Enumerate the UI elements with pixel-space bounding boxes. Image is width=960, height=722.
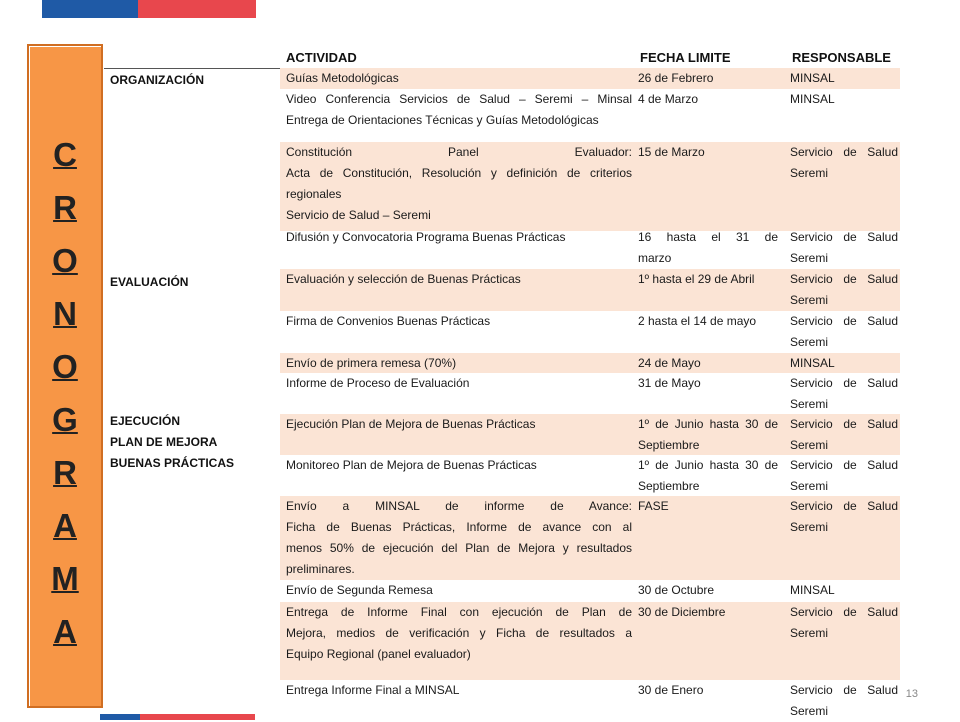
header-date: FECHA LIMITE xyxy=(640,50,731,65)
date-cell xyxy=(638,89,778,110)
responsible-cell xyxy=(790,414,898,456)
activity-cell xyxy=(286,311,632,332)
activity-cell xyxy=(286,353,632,374)
date-cell-line: Septiembre xyxy=(638,479,700,493)
category-evaluation: EVALUACIÓN xyxy=(110,275,189,289)
responsible-cell xyxy=(790,89,898,110)
responsible-cell-line: Servicio de Salud xyxy=(790,314,898,328)
date-cell-line: 15 de Marzo xyxy=(638,145,705,159)
cronograma-letter: O xyxy=(52,242,78,279)
bottom-bar xyxy=(100,714,255,720)
responsible-cell-line: Seremi xyxy=(790,251,829,265)
flag-bar xyxy=(42,0,256,18)
activity-cell xyxy=(286,373,632,394)
date-cell-line: 1º de Junio hasta 30 de xyxy=(638,417,778,431)
responsible-cell xyxy=(790,602,898,644)
responsible-cell-line: Servicio de Salud xyxy=(790,683,898,697)
responsible-cell-line: Seremi xyxy=(790,293,829,307)
table-row xyxy=(280,496,900,580)
category-execution-line: BUENAS PRÁCTICAS xyxy=(110,456,235,470)
date-cell-line: 30 de Enero xyxy=(638,683,704,697)
responsible-cell xyxy=(790,269,898,311)
responsible-cell-line: Servicio de Salud xyxy=(790,272,898,286)
date-cell-line: 24 de Mayo xyxy=(638,356,701,370)
table-row xyxy=(280,269,900,311)
category-execution-line: EJECUCIÓN xyxy=(110,414,181,428)
activity-cell-line: Firma de Convenios Buenas Prácticas xyxy=(286,314,491,328)
date-cell-line: 4 de Marzo xyxy=(638,92,699,106)
cronograma-letter: R xyxy=(53,454,77,491)
responsible-cell xyxy=(790,373,898,415)
cronograma-letter: A xyxy=(53,507,77,544)
responsible-cell-line: MINSAL xyxy=(790,71,835,85)
table-row xyxy=(280,353,900,373)
activity-cell-line: regionales xyxy=(286,187,342,201)
date-cell-line: 2 hasta el 14 de mayo xyxy=(638,314,757,328)
responsible-cell-line: Servicio de Salud xyxy=(790,605,898,619)
page-number: 13 xyxy=(905,688,918,700)
responsible-cell xyxy=(790,455,898,497)
date-cell xyxy=(638,311,778,332)
cronograma-letter: A xyxy=(53,613,77,650)
responsible-cell-line: Seremi xyxy=(790,438,829,452)
date-cell xyxy=(638,455,778,497)
responsible-cell-line: Servicio de Salud xyxy=(790,230,898,244)
activity-cell-line: Video Conferencia Servicios de Salud – Seremi – Minsal xyxy=(286,92,632,106)
date-cell-line: FASE xyxy=(638,499,669,513)
responsible-cell-line: Seremi xyxy=(790,335,829,349)
activity-cell-line: Monitoreo Plan de Mejora de Buenas Prácticas xyxy=(286,458,537,472)
date-cell xyxy=(638,680,778,701)
date-cell xyxy=(638,414,778,456)
activity-cell-line: Ficha de Buenas Prácticas, Informe de avance con al xyxy=(286,520,632,534)
responsible-cell-line: Servicio de Salud xyxy=(790,145,898,159)
activity-cell xyxy=(286,602,632,665)
activity-cell xyxy=(286,580,632,601)
responsible-cell xyxy=(790,311,898,353)
date-cell xyxy=(638,580,778,601)
table-row xyxy=(280,227,900,269)
date-cell xyxy=(638,373,778,394)
activity-cell xyxy=(286,496,632,580)
responsible-cell-line: Seremi xyxy=(790,397,829,411)
activity-cell-line: Envío a MINSAL de informe de Avance: xyxy=(286,499,632,513)
activity-cell-line: Ejecución Plan de Mejora de Buenas Prácticas xyxy=(286,417,536,431)
responsible-cell-line: Seremi xyxy=(790,520,829,534)
responsible-cell xyxy=(790,580,898,601)
responsible-cell-line: Servicio de Salud xyxy=(790,376,898,390)
table-row xyxy=(280,455,900,496)
activity-cell-line: preliminares. xyxy=(286,562,355,576)
table-row xyxy=(280,373,900,414)
table-row xyxy=(280,602,900,680)
category-execution xyxy=(110,411,234,474)
table-header xyxy=(104,45,900,69)
date-cell xyxy=(638,602,778,623)
header-responsible: RESPONSABLE xyxy=(792,50,891,65)
responsible-cell-line: Seremi xyxy=(790,479,829,493)
responsible-cell xyxy=(790,680,898,722)
activity-cell-line: Entrega Informe Final a MINSAL xyxy=(286,683,460,697)
cronograma-letter: N xyxy=(53,295,77,332)
activity-cell-line: menos 50% de ejecución del Plan de Mejora y resultados xyxy=(286,541,632,555)
activity-cell-line: Acta de Constitución, Resolución y definición de criterios xyxy=(286,166,632,180)
responsible-cell xyxy=(790,68,898,89)
date-cell-line: 30 de Diciembre xyxy=(638,605,726,619)
responsible-cell-line: Seremi xyxy=(790,704,829,718)
date-cell xyxy=(638,227,778,269)
activity-cell-line: Entrega de Orientaciones Técnicas y Guías Metodológicas xyxy=(286,113,599,127)
date-cell-line: Septiembre xyxy=(638,438,700,452)
activity-cell-line: Equipo Regional (panel evaluador) xyxy=(286,647,471,661)
date-cell xyxy=(638,142,778,163)
date-cell-line: 31 de Mayo xyxy=(638,376,701,390)
cronograma-letter: O xyxy=(52,348,78,385)
table-row xyxy=(280,89,900,142)
activity-cell-line: Informe de Proceso de Evaluación xyxy=(286,376,470,390)
responsible-cell-line: MINSAL xyxy=(790,356,835,370)
category-organization: ORGANIZACIÓN xyxy=(110,73,204,87)
cronograma-letters xyxy=(29,128,101,658)
responsible-cell-line: MINSAL xyxy=(790,583,835,597)
responsible-cell-line: Seremi xyxy=(790,166,829,180)
activity-cell-line: Guías Metodológicas xyxy=(286,71,399,85)
responsible-cell xyxy=(790,227,898,269)
date-cell-line: 26 de Febrero xyxy=(638,71,714,85)
activity-cell-line: Mejora, medios de verificación y Ficha de resultados a xyxy=(286,626,632,640)
activity-cell-line: Envío de primera remesa (70%) xyxy=(286,356,457,370)
table-row xyxy=(280,142,900,231)
cronograma-side-label xyxy=(27,44,103,708)
date-cell xyxy=(638,496,778,517)
date-cell-line: marzo xyxy=(638,251,672,265)
date-cell xyxy=(638,68,778,89)
category-execution-line: PLAN DE MEJORA xyxy=(110,435,218,449)
cronograma-letter: M xyxy=(51,560,79,597)
responsible-cell-line: Seremi xyxy=(790,626,829,640)
date-cell-line: 16 hasta el 31 de xyxy=(638,230,778,244)
activity-cell-line: Difusión y Convocatoria Programa Buenas Prácticas xyxy=(286,230,566,244)
activity-cell xyxy=(286,680,632,701)
activity-cell xyxy=(286,68,632,89)
cronograma-letter: G xyxy=(52,401,78,438)
activity-cell-line: Evaluación y selección de Buenas Prácticas xyxy=(286,272,521,286)
date-cell xyxy=(638,353,778,374)
activity-cell-line: Envío de Segunda Remesa xyxy=(286,583,433,597)
activity-cell xyxy=(286,269,632,290)
activity-cell-line: Constitución Panel Evaluador: xyxy=(286,145,632,159)
date-cell-line: 1º hasta el 29 de Abril xyxy=(638,272,755,286)
table-row xyxy=(280,311,900,353)
table-row xyxy=(280,580,900,602)
activity-cell-line: Servicio de Salud – Seremi xyxy=(286,208,431,222)
cronograma-letter: C xyxy=(53,136,77,173)
table-row xyxy=(280,414,900,455)
responsible-cell xyxy=(790,353,898,374)
date-cell-line: 1º de Junio hasta 30 de xyxy=(638,458,778,472)
responsible-cell xyxy=(790,496,898,538)
responsible-cell-line: MINSAL xyxy=(790,92,835,106)
responsible-cell-line: Servicio de Salud xyxy=(790,458,898,472)
date-cell xyxy=(638,269,778,290)
cronograma-letter: R xyxy=(53,189,77,226)
activity-cell xyxy=(286,142,632,226)
responsible-cell-line: Servicio de Salud xyxy=(790,499,898,513)
activity-cell xyxy=(286,89,632,131)
activity-cell-line: Entrega de Informe Final con ejecución de Plan de xyxy=(286,605,632,619)
responsible-cell xyxy=(790,142,898,184)
date-cell-line: 30 de Octubre xyxy=(638,583,715,597)
activity-cell xyxy=(286,227,632,248)
table-row xyxy=(280,680,900,721)
table-row xyxy=(280,68,900,89)
activity-cell xyxy=(286,455,632,476)
responsible-cell-line: Servicio de Salud xyxy=(790,417,898,431)
header-activity: ACTIVIDAD xyxy=(286,50,357,65)
activity-cell xyxy=(286,414,632,435)
